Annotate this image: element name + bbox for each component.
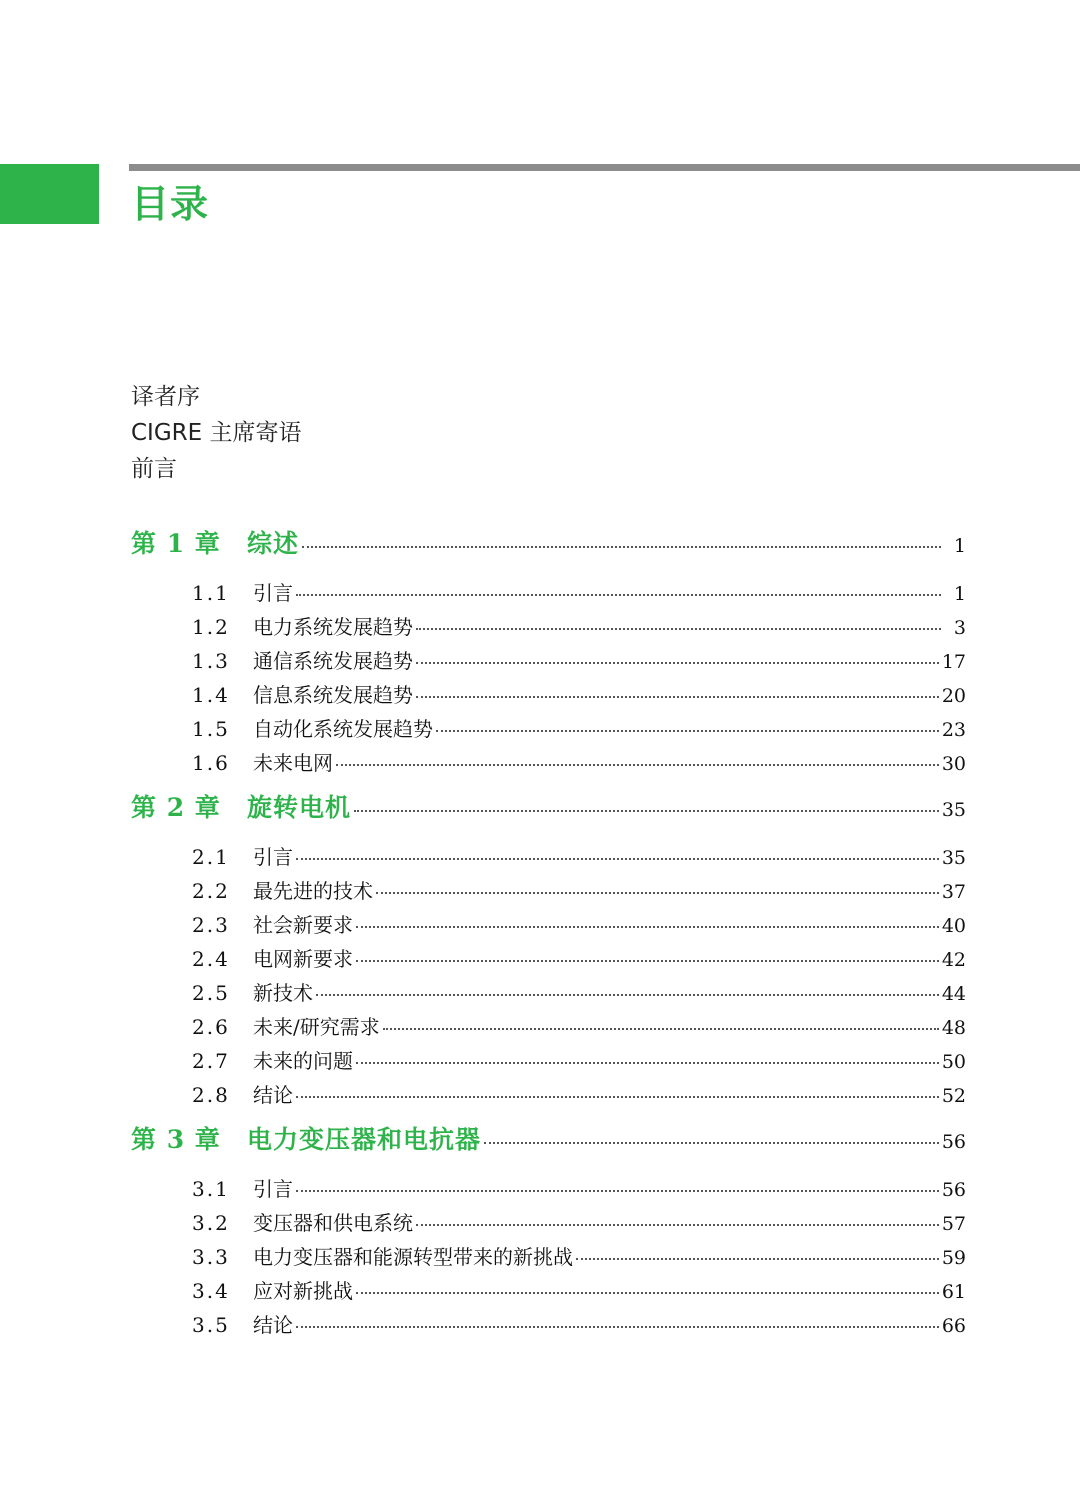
dot-leader (296, 858, 939, 860)
section-number: 2.4 (192, 947, 230, 971)
chapter-number: 第 2 章 (131, 793, 221, 822)
section-title: 引言 (253, 1177, 293, 1201)
page-number: 40 (941, 915, 966, 937)
section-number: 1.6 (192, 751, 230, 775)
section-title: 最先进的技术 (253, 879, 373, 903)
toc-section-3-1[interactable] (131, 1172, 966, 1206)
dot-leader (484, 1142, 939, 1144)
toc-section-2-2[interactable] (131, 874, 966, 908)
section-title: 未来/研究需求 (253, 1015, 380, 1039)
section-title: 未来的问题 (253, 1049, 353, 1073)
section-title: 自动化系统发展趋势 (253, 717, 433, 741)
front-matter-item-translator-preface[interactable]: 译者序 (131, 384, 200, 410)
page-number: 57 (941, 1213, 966, 1235)
dot-leader (356, 960, 939, 962)
page-number: 48 (941, 1017, 966, 1039)
dot-leader (296, 1190, 939, 1192)
toc-section-2-7[interactable] (131, 1044, 966, 1078)
toc-chapter-2[interactable] (131, 790, 966, 826)
dot-leader (356, 1062, 939, 1064)
chapter-title: 综述 (247, 529, 300, 558)
table-of-contents (131, 526, 966, 1342)
toc-section-1-4[interactable] (131, 678, 966, 712)
section-number: 2.8 (192, 1083, 230, 1107)
toc-section-1-2[interactable] (131, 610, 966, 644)
section-title: 引言 (253, 845, 293, 869)
dot-leader (356, 1292, 939, 1294)
section-title: 通信系统发展趋势 (253, 649, 413, 673)
toc-section-2-6[interactable] (131, 1010, 966, 1044)
dot-leader (302, 546, 941, 548)
front-matter-list (131, 379, 302, 487)
section-number: 1.1 (192, 581, 230, 605)
page-number: 44 (941, 983, 966, 1005)
section-number: 3.2 (192, 1211, 230, 1235)
chapter-number: 第 3 章 (131, 1125, 221, 1154)
section-number: 2.2 (192, 879, 230, 903)
dot-leader (416, 662, 939, 664)
page-number: 61 (941, 1281, 966, 1303)
page-number: 1 (953, 535, 966, 557)
dot-leader (336, 764, 939, 766)
dot-leader (356, 926, 939, 928)
page-number: 37 (941, 881, 966, 903)
page-number: 30 (941, 753, 966, 775)
page-number: 56 (941, 1179, 966, 1201)
front-matter-item-cigre-message[interactable]: CIGRE 主席寄语 (131, 420, 302, 446)
chapter-title: 旋转电机 (247, 793, 352, 822)
page-number: 35 (941, 799, 966, 821)
section-title: 结论 (253, 1083, 293, 1107)
green-accent-block (0, 164, 99, 224)
toc-section-2-8[interactable] (131, 1078, 966, 1112)
section-title: 电力系统发展趋势 (253, 615, 413, 639)
section-number: 1.2 (192, 615, 230, 639)
dot-leader (354, 810, 939, 812)
toc-section-3-3[interactable] (131, 1240, 966, 1274)
page-number: 66 (941, 1315, 966, 1337)
front-matter-item-foreword[interactable]: 前言 (131, 456, 177, 482)
section-number: 1.5 (192, 717, 230, 741)
section-number: 3.3 (192, 1245, 230, 1269)
toc-section-1-6[interactable] (131, 746, 966, 780)
toc-section-3-2[interactable] (131, 1206, 966, 1240)
header-rule (129, 164, 1080, 171)
section-title: 电网新要求 (253, 947, 353, 971)
section-number: 3.1 (192, 1177, 230, 1201)
page-number: 3 (953, 617, 966, 639)
toc-section-2-1[interactable] (131, 840, 966, 874)
section-number: 2.7 (192, 1049, 230, 1073)
page-number: 42 (941, 949, 966, 971)
section-number: 1.3 (192, 649, 230, 673)
dot-leader (296, 594, 941, 596)
section-title: 引言 (253, 581, 293, 605)
page-number: 35 (941, 847, 966, 869)
dot-leader (383, 1028, 939, 1030)
section-title: 应对新挑战 (253, 1279, 353, 1303)
dot-leader (296, 1096, 939, 1098)
toc-chapter-1[interactable] (131, 526, 966, 562)
toc-section-1-3[interactable] (131, 644, 966, 678)
dot-leader (296, 1326, 939, 1328)
page-number: 50 (941, 1051, 966, 1073)
dot-leader (376, 892, 939, 894)
dot-leader (416, 696, 939, 698)
page-title: 目录 (131, 182, 210, 226)
dot-leader (436, 730, 939, 732)
page-number: 17 (941, 651, 966, 673)
dot-leader (576, 1258, 939, 1260)
toc-section-3-4[interactable] (131, 1274, 966, 1308)
section-number: 2.6 (192, 1015, 230, 1039)
page-number: 1 (953, 583, 966, 605)
section-number: 2.3 (192, 913, 230, 937)
page-number: 20 (941, 685, 966, 707)
section-number: 3.5 (192, 1313, 230, 1337)
section-title: 变压器和供电系统 (253, 1211, 413, 1235)
toc-section-1-5[interactable] (131, 712, 966, 746)
toc-section-2-3[interactable] (131, 908, 966, 942)
toc-section-3-5[interactable] (131, 1308, 966, 1342)
toc-chapter-3[interactable] (131, 1122, 966, 1158)
section-title: 未来电网 (253, 751, 333, 775)
section-title: 电力变压器和能源转型带来的新挑战 (253, 1245, 573, 1269)
dot-leader (316, 994, 939, 996)
section-title: 社会新要求 (253, 913, 353, 937)
section-number: 3.4 (192, 1279, 230, 1303)
section-title: 新技术 (253, 981, 313, 1005)
section-number: 2.1 (192, 845, 230, 869)
section-number: 1.4 (192, 683, 230, 707)
page-number: 23 (941, 719, 966, 741)
chapter-number: 第 1 章 (131, 529, 221, 558)
chapter-title: 电力变压器和电抗器 (247, 1125, 482, 1154)
section-title: 信息系统发展趋势 (253, 683, 413, 707)
toc-section-1-1[interactable] (131, 576, 966, 610)
dot-leader (416, 1224, 939, 1226)
section-title: 结论 (253, 1313, 293, 1337)
section-number: 2.5 (192, 981, 230, 1005)
toc-section-2-4[interactable] (131, 942, 966, 976)
page-number: 56 (941, 1131, 966, 1153)
page-number: 59 (941, 1247, 966, 1269)
page-number: 52 (941, 1085, 966, 1107)
dot-leader (416, 628, 941, 630)
toc-section-2-5[interactable] (131, 976, 966, 1010)
